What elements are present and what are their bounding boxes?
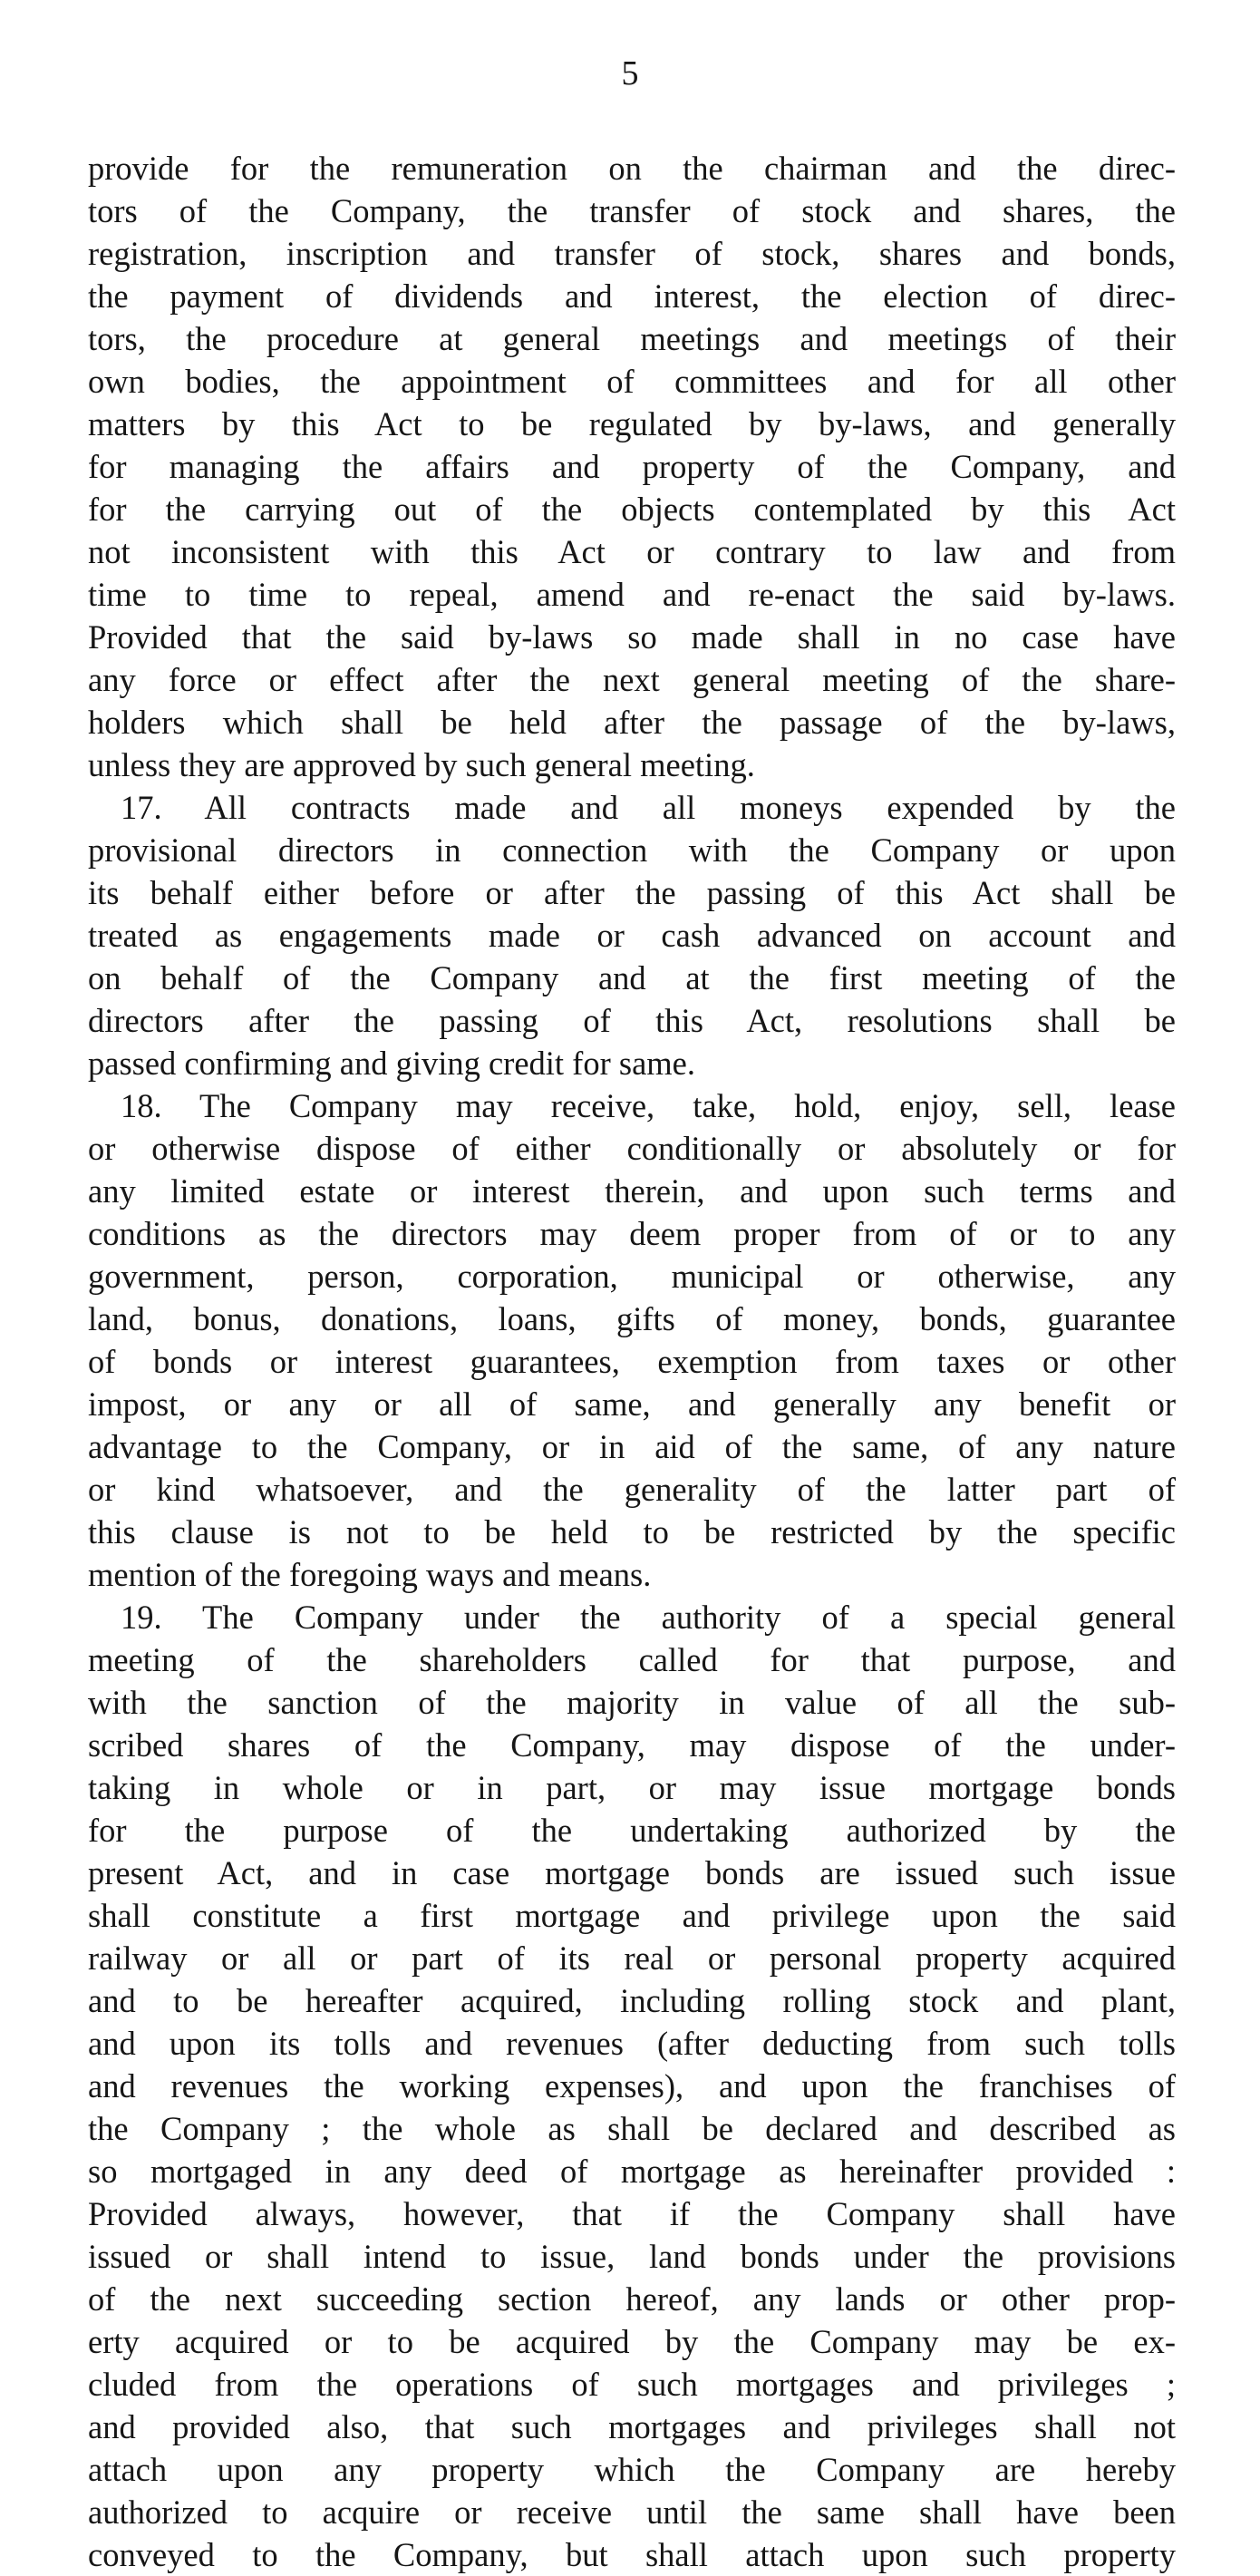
text-line: not inconsistent with this Act or contrary to law and from <box>88 533 1176 570</box>
text-line: its behalf either before or after the passing of this Act shall be <box>88 874 1176 911</box>
text-line: Provided always, however, that if the Company shall have <box>88 2195 1176 2232</box>
text-line: any limited estate or interest therein, and upon such terms and <box>88 1172 1176 1210</box>
text-line: attach upon any property which the Company are hereby <box>88 2451 1176 2488</box>
text-line: on behalf of the Company and at the first meeting of the <box>88 959 1176 996</box>
page-number: 5 <box>621 54 639 92</box>
text-line: of the next succeeding section hereof, any lands or other prop- <box>88 2280 1176 2318</box>
section-19-heading-line: 19. The Company under the authority of a special general <box>121 1599 1176 1636</box>
text-line: of bonds or interest guarantees, exemption from taxes or other <box>88 1343 1176 1380</box>
text-line: and provided also, that such mortgages and privileges shall not <box>88 2408 1176 2445</box>
text-line: mention of the foregoing ways and means. <box>88 1556 652 1593</box>
text-line: for the carrying out of the objects contemplated by this Act <box>88 491 1176 528</box>
text-line: Provided that the said by-laws so made shall in no case have <box>88 618 1176 656</box>
text-line: scribed shares of the Company, may dispose of the under- <box>88 1726 1176 1764</box>
text-line: meeting of the shareholders called for that purpose, and <box>88 1641 1176 1678</box>
text-line: and upon its tolls and revenues (after deducting from such tolls <box>88 2025 1176 2062</box>
text-line: shall constitute a first mortgage and privilege upon the said <box>88 1897 1176 1934</box>
text-line: for the purpose of the undertaking authorized by the <box>88 1812 1176 1849</box>
text-line: present Act, and in case mortgage bonds are issued such issue <box>88 1854 1176 1891</box>
text-line: the Company ; the whole as shall be declared and described as <box>88 2110 1176 2147</box>
text-line: so mortgaged in any deed of mortgage as hereinafter provided : <box>88 2153 1176 2190</box>
text-line: this clause is not to be held to be restricted by the specific <box>88 1513 1176 1550</box>
text-line: or kind whatsoever, and the generality of the latter part of <box>88 1471 1176 1508</box>
text-line: government, person, corporation, municipal or otherwise, any <box>88 1258 1176 1295</box>
text-line: with the sanction of the majority in value of all the sub- <box>88 1684 1176 1721</box>
text-line: tors, the procedure at general meetings and meetings of their <box>88 320 1176 357</box>
text-line: registration, inscription and transfer of stock, shares and bonds, <box>88 235 1176 272</box>
text-line: and revenues the working expenses), and upon the franchises of <box>88 2067 1176 2105</box>
text-line: and to be hereafter acquired, including rolling stock and plant, <box>88 1982 1176 2019</box>
text-line: the payment of dividends and interest, the election of direc- <box>88 277 1176 315</box>
text-line: own bodies, the appointment of committees and for all other <box>88 363 1176 400</box>
body-text <box>88 147 1176 2576</box>
text-line: passed confirming and giving credit for same. <box>88 1045 695 1082</box>
text-line: any force or effect after the next general meeting of the share- <box>88 661 1176 698</box>
text-line: for managing the affairs and property of the Company, and <box>88 448 1176 485</box>
section-18-heading-line: 18. The Company may receive, take, hold, enjoy, sell, lease <box>121 1087 1176 1124</box>
section-17-heading-line: 17. All contracts made and all moneys expended by the <box>121 789 1176 826</box>
text-line: treated as engagements made or cash advanced on account and <box>88 917 1176 954</box>
text-line: provisional directors in connection with the Company or upon <box>88 831 1176 869</box>
text-line: impost, or any or all of same, and generally any benefit or <box>88 1385 1176 1423</box>
text-line: or otherwise dispose of either conditionally or absolutely or for <box>88 1130 1176 1167</box>
text-line: matters by this Act to be regulated by by-laws, and generally <box>88 405 1176 442</box>
text-line: unless they are approved by such general meeting. <box>88 746 755 783</box>
text-line: authorized to acquire or receive until the same shall have been <box>88 2493 1176 2531</box>
text-line: directors after the passing of this Act, resolutions shall be <box>88 1002 1176 1039</box>
text-line: taking in whole or in part, or may issue mortgage bonds <box>88 1769 1176 1806</box>
text-line: tors of the Company, the transfer of stock and shares, the <box>88 192 1176 229</box>
text-line: time to time to repeal, amend and re-enact the said by-laws. <box>88 576 1176 613</box>
text-line: provide for the remuneration on the chairman and the direc- <box>88 150 1176 187</box>
text-line: erty acquired or to be acquired by the Company may be ex- <box>88 2323 1176 2360</box>
text-line: conveyed to the Company, but shall attach upon such property <box>88 2536 1176 2573</box>
text-line: issued or shall intend to issue, land bonds under the provisions <box>88 2238 1176 2275</box>
text-line: advantage to the Company, or in aid of the same, of any nature <box>88 1428 1176 1465</box>
text-line: conditions as the directors may deem proper from of or to any <box>88 1215 1176 1252</box>
text-line: land, bonus, donations, loans, gifts of money, bonds, guarantee <box>88 1300 1176 1337</box>
text-line: railway or all or part of its real or personal property acquired <box>88 1939 1176 1977</box>
text-line: cluded from the operations of such mortgages and privileges ; <box>88 2366 1176 2403</box>
text-line: holders which shall be held after the passage of the by-laws, <box>88 704 1176 741</box>
